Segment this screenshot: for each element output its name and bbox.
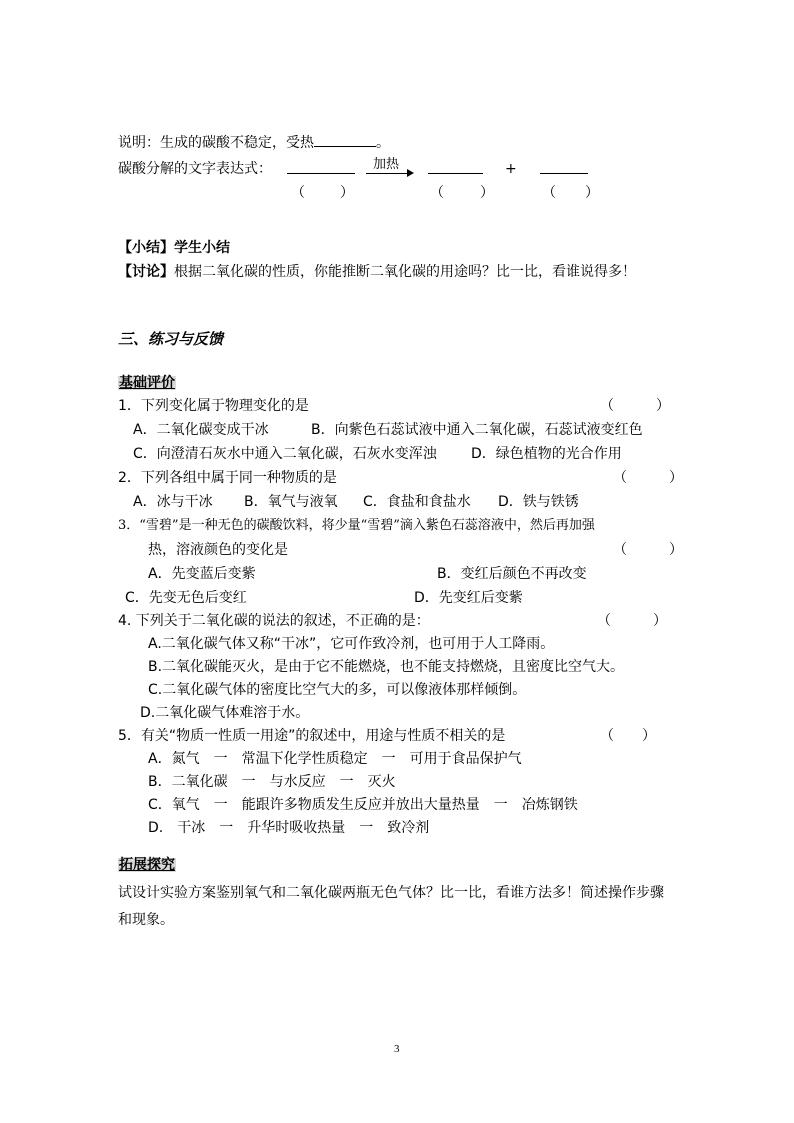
product1-blank[interactable]: [428, 161, 483, 174]
question-5-answer-paren[interactable]: （ ）: [600, 728, 656, 744]
question-4-stem: 4. 下列关于二氧化碳的说法的叙述，不正确的是：: [118, 613, 430, 629]
plus-sign: +: [505, 161, 517, 177]
reactant-formula-paren-open: （: [291, 185, 305, 201]
reaction-arrow-line: [366, 173, 408, 174]
question-3-option-b: B．变红后颜色不再改变: [437, 566, 587, 582]
note-line: [118, 134, 390, 150]
question-2-option-a: A．冰与干冰: [133, 494, 213, 510]
question-1-option-d: D．绿色植物的光合作用: [471, 446, 622, 462]
question-5-option-c: C．氧气 一 能跟许多物质发生反应并放出大量热量 一 冶炼钢铁: [148, 797, 578, 813]
question-5-option-b: B．二氧化碳 一 与水反应 一 灭火: [148, 774, 396, 790]
discussion-text: 根据二氧化碳的性质，你能推断二氧化碳的用途吗？比一比，看谁说得多！: [174, 264, 636, 280]
note-prefix: 说明：生成的碳酸不稳定，受热: [118, 135, 314, 151]
page-number: 3: [394, 1043, 400, 1055]
question-5-option-a: A．氮气 一 常温下化学性质稳定 一 可用于食品保护气: [148, 751, 522, 767]
note-blank[interactable]: [314, 134, 376, 147]
question-4-option-d: D.二氧化碳气体难溶于水。: [140, 705, 310, 721]
discussion-line: [118, 265, 636, 279]
question-1-stem: 1．下列变化属于物理变化的是: [118, 398, 309, 414]
reaction-arrow-head: [407, 169, 414, 177]
section-title: 三、练习与反馈: [118, 330, 224, 348]
question-4-option-c: C.二氧化碳气体的密度比空气大的多，可以像液体那样倾倒。: [148, 682, 527, 698]
product2-formula-paren-close: ）: [585, 185, 599, 201]
question-3-stem-continued: 热，溶液颜色的变化是: [148, 542, 288, 558]
note-suffix: 。: [376, 135, 390, 151]
question-3-option-d: D．先变红后变紫: [414, 590, 523, 606]
summary-text: 学生小结: [174, 240, 230, 256]
question-1-option-a: A．二氧化碳变成干冰: [133, 422, 269, 438]
product1-formula-paren-open: （: [430, 185, 444, 201]
question-2-option-c: C．食盐和食盐水: [363, 494, 471, 510]
product2-formula-paren-open: （: [542, 185, 556, 201]
question-4-option-a: A.二氧化碳气体又称“干冰”，它可作致冷剂，也可用于人工降雨。: [148, 636, 555, 652]
question-2-answer-paren[interactable]: （ ）: [613, 470, 683, 486]
reactant-formula-paren-close: ）: [340, 185, 354, 201]
question-4-answer-paren[interactable]: （ ）: [597, 613, 667, 629]
product1-formula-paren-close: ）: [480, 185, 494, 201]
question-3-option-a: A．先变蓝后变紫: [148, 566, 256, 582]
reaction-condition: 加热: [373, 157, 400, 172]
question-5-stem: 5．有关“物质一性质一用途”的叙述中，用途与性质不相关的是: [118, 728, 506, 744]
question-2-stem: 2．下列各组中属于同一种物质的是: [118, 470, 337, 486]
summary-line: [118, 241, 230, 255]
question-3-stem: 3．“雪碧”是一种无色的碳酸饮料，将少量“雪碧”滴入紫色石蕊溶液中，然后再加强: [118, 518, 595, 533]
discussion-tag: 【讨论】: [118, 264, 174, 280]
extension-label: 拓展探究: [119, 857, 175, 873]
question-2-option-b: B．氧气与液氧: [244, 494, 338, 510]
question-1-option-c: C．向澄清石灰水中通入二氧化碳，石灰水变浑浊: [133, 446, 437, 462]
question-1-answer-paren[interactable]: （ ）: [600, 398, 670, 414]
extension-text-line-2: 和现象。: [118, 912, 174, 928]
question-4-option-b: B.二氧化碳能灭火，是由于它不能燃烧，也不能支持燃烧，且密度比空气大。: [148, 659, 625, 675]
question-3-option-c: C．先变无色后变红: [125, 590, 247, 606]
equation-label: 碳酸分解的文字表达式：: [118, 161, 272, 177]
summary-tag: 【小结】: [118, 240, 174, 256]
product2-blank[interactable]: [540, 161, 588, 174]
reactant-blank[interactable]: [287, 161, 355, 174]
extension-text-line-1: 试设计实验方案鉴别氧气和二氧化碳两瓶无色气体？比一比，看谁方法多！简述操作步骤: [118, 885, 664, 901]
question-2-option-d: D．铁与铁锈: [498, 494, 579, 510]
question-1-option-b: B．向紫色石蕊试液中通入二氧化碳，石蕊试液变红色: [311, 422, 643, 438]
basic-evaluation-label: 基础评价: [119, 375, 175, 391]
question-3-answer-paren[interactable]: （ ）: [613, 542, 683, 558]
question-5-option-d: D. 干冰 一 升华时吸收热量 一 致冷剂: [148, 820, 430, 836]
